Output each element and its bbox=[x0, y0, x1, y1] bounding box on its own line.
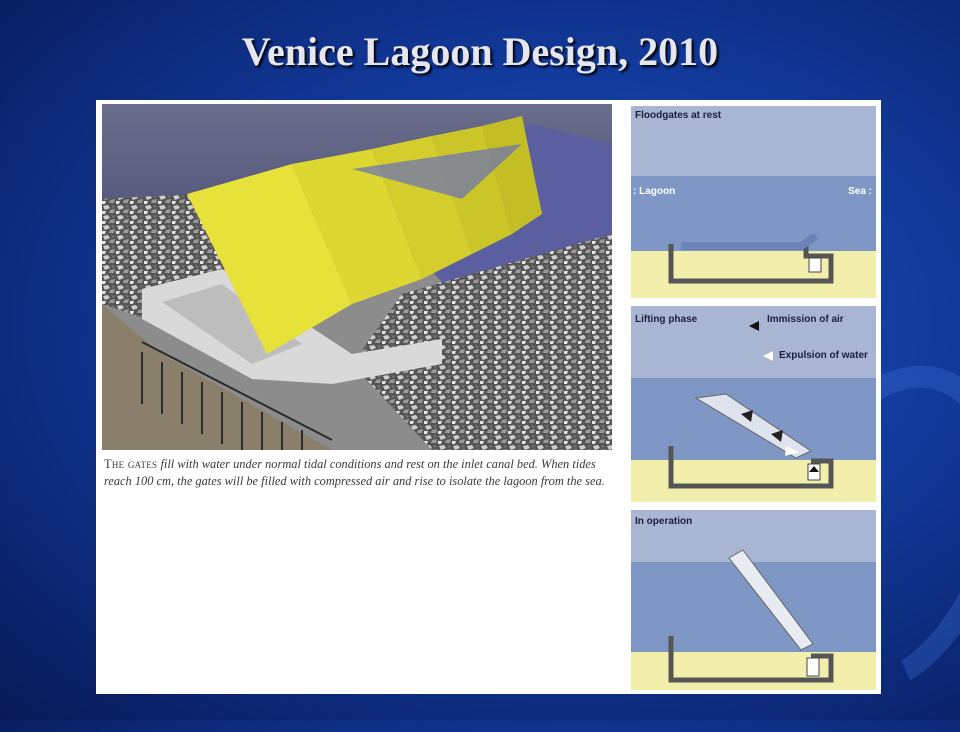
panel-title-operation: In operation bbox=[635, 516, 693, 527]
figure-caption bbox=[104, 456, 610, 490]
panel-in-operation bbox=[631, 510, 876, 690]
panel-title-lifting: Lifting phase bbox=[635, 314, 698, 325]
floodgate-render bbox=[102, 104, 612, 450]
sea-label: Sea : bbox=[848, 186, 872, 197]
caption-lead: The gates bbox=[104, 457, 158, 471]
legend-expulsion-of-water: Expulsion of water bbox=[779, 350, 868, 361]
caption-text: fill with water under normal tidal conditions and rest on the inlet canal bed. When tides reach 100 cm, the gates will be filled with compressed air and rise to isolate the lagoon from the sea. bbox=[104, 457, 605, 488]
lagoon-label: : Lagoon bbox=[633, 186, 676, 197]
slide-title: Venice Lagoon Design, 2010 bbox=[241, 29, 719, 74]
figure-image bbox=[96, 100, 881, 694]
panel-floodgates-at-rest bbox=[631, 106, 876, 298]
legend-immission-of-air: Immission of air bbox=[767, 314, 844, 325]
panel-title-rest: Floodgates at rest bbox=[635, 110, 722, 121]
panel-lifting-phase bbox=[631, 306, 876, 502]
